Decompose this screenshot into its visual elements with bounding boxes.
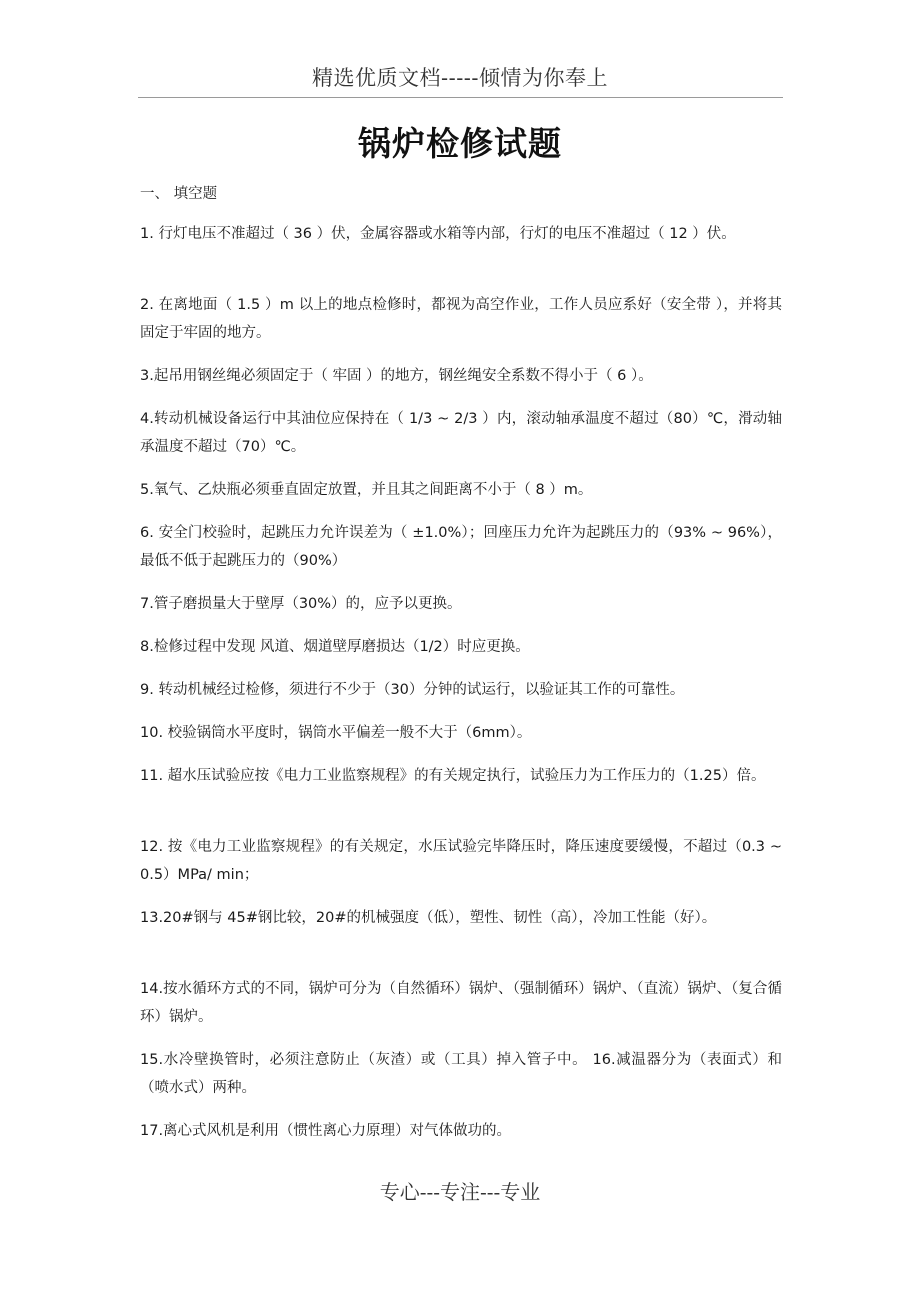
page-footer: 专心---专注---专业 — [379, 1180, 541, 1204]
question-4: 4.转动机械设备运行中其油位应保持在（ 1/3 ~ 2/3 ）内，滚动轴承温度不超过（80）℃，滑动轴承温度不超过（70）℃。 — [140, 411, 782, 455]
question-5: 5.氧气、乙炔瓶必须垂直固定放置，并且其之间距离不小于（ 8 ）m。 — [140, 482, 593, 498]
question-6: 6. 安全门校验时，起跳压力允许误差为（ ±1.0%）；回座压力允许为起跳压力的（93% ~ 96%），最低不低于起跳压力的（90%） — [140, 525, 782, 569]
question-15-16: 15.水冷壁换管时，必须注意防止（灰渣）或（工具）掉入管子中。 16.减温器分为（表面式）和（喷水式）两种。 — [140, 1052, 782, 1096]
question-9: 9. 转动机械经过检修，须进行不少于（30）分钟的试运行，以验证其工作的可靠性。 — [140, 682, 685, 698]
header-divider — [138, 97, 783, 98]
question-12: 12. 按《电力工业监察规程》的有关规定，水压试验完毕降压时，降压速度要缓慢，不超过（0.3 ~ 0.5）MPa/ min； — [140, 839, 782, 883]
question-11: 11. 超水压试验应按《电力工业监察规程》的有关规定执行，试验压力为工作压力的（1.25）倍。 — [140, 768, 766, 784]
document-title: 锅炉检修试题 — [358, 124, 562, 163]
question-8: 8.检修过程中发现 风道、烟道壁厚磨损达（1/2）时应更换。 — [140, 639, 530, 655]
question-2: 2. 在离地面（ 1.5 ）m 以上的地点检修时，都视为高空作业，工作人员应系好（安全带 ），并将其固定于牢固的地方。 — [140, 297, 782, 341]
question-7: 7.管子磨损量大于壁厚（30%）的，应予以更换。 — [140, 596, 462, 612]
question-13: 13.20#钢与 45#钢比较，20#的机械强度（低），塑性、韧性（高），冷加工性能（好）。 — [140, 910, 717, 926]
question-14: 14.按水循环方式的不同，锅炉可分为（自然循环）锅炉、（强制循环）锅炉、（直流）锅炉、（复合循环）锅炉。 — [140, 981, 782, 1025]
page-header: 精选优质文档-----倾情为你奉上 — [312, 66, 608, 90]
question-10: 10. 校验锅筒水平度时，锅筒水平偏差一般不大于（6mm）。 — [140, 725, 532, 741]
section-heading: 一、 填空题 — [140, 186, 218, 202]
question-1: 1. 行灯电压不准超过（ 36 ）伏，金属容器或水箱等内部，行灯的电压不准超过（ 12 ）伏。 — [140, 226, 736, 242]
question-17: 17.离心式风机是利用（惯性离心力原理）对气体做功的。 — [140, 1123, 512, 1139]
question-3: 3.起吊用钢丝绳必须固定于（ 牢固 ）的地方，钢丝绳安全系数不得小于（ 6 ）。 — [140, 368, 653, 384]
